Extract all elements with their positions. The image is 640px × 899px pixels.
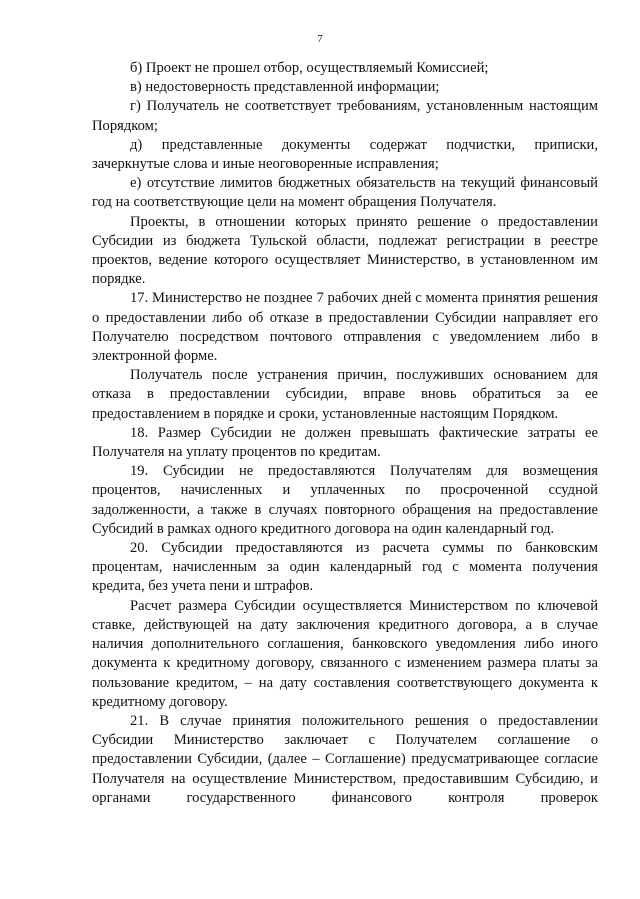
paragraph: д) представленные документы содержат подчистки, приписки, зачеркнутые слова и иные неоговоренные исправления; [92, 136, 598, 173]
paragraph: Проекты, в отношении которых принято решение о предоставлении Субсидии из бюджета Тульской области, подлежат регистрации в реестре проектов, ведение которого осуществляет Министерство, в установленном им порядке. [92, 213, 598, 288]
paragraph: б) Проект не прошел отбор, осуществляемый Комиссией; [130, 60, 489, 76]
paragraph: 19. Субсидии не предоставляются Получателям для возмещения процентов, начисленных и уплаченных по просроченной ссудной задолженности, а также в случаях повторного обращения на предоставление Субсидий в рамках одного кредитного договора на один календарный год. [92, 463, 598, 537]
paragraph: 18. Размер Субсидии не должен превышать фактические затраты ее Получателя на уплату процентов по кредитам. [92, 424, 598, 461]
document-body [92, 59, 598, 808]
paragraph: Получатель после устранения причин, послуживших основанием для отказа в предоставлении субсидии, вправе вновь обратиться за ее предоставлением в порядке и сроки, установленные настоящим Порядком. [92, 367, 598, 422]
paragraph: 21. В случае принятия положительного решения о предоставлении Субсидии Министерство заключает с Получателем соглашение о предоставлении Субсидии, (далее – Соглашение) предусматривающее согласие Получателя на осуществление Министерством, предоставившим Субсидию, и органами государственного финансового контроля проверок [92, 712, 598, 806]
paragraph: 20. Субсидии предоставляются из расчета суммы по банковским процентам, начисленным за один календарный год с момента получения кредита, без учета пени и штрафов. [92, 540, 598, 595]
paragraph: в) недостоверность представленной информации; [130, 79, 440, 96]
paragraph: г) Получатель не соответствует требованиям, установленным настоящим Порядком; [92, 98, 598, 134]
paragraph: е) отсутствие лимитов бюджетных обязательств на текущий финансовый год на соответствующие цели на момент обращения Получателя. [92, 175, 598, 211]
paragraph: 17. Министерство не позднее 7 рабочих дней с момента принятия решения о предоставлении либо об отказе в предоставлении Субсидии направляет его Получателю посредством почтового отправления с уведомлением либо в электронной форме. [92, 290, 598, 365]
paragraph: Расчет размера Субсидии осуществляется Министерством по ключевой ставке, действующей на дату заключения кредитного договора, а в случае наличия дополнительного соглашения, банковского уведомления либо иного документа к кредитному договору, связанного с изменением размера платы за пользование кредитом, – на дату составления соответствующего документа к кредитному договору. [92, 597, 598, 710]
page-number: 7 [317, 33, 323, 45]
